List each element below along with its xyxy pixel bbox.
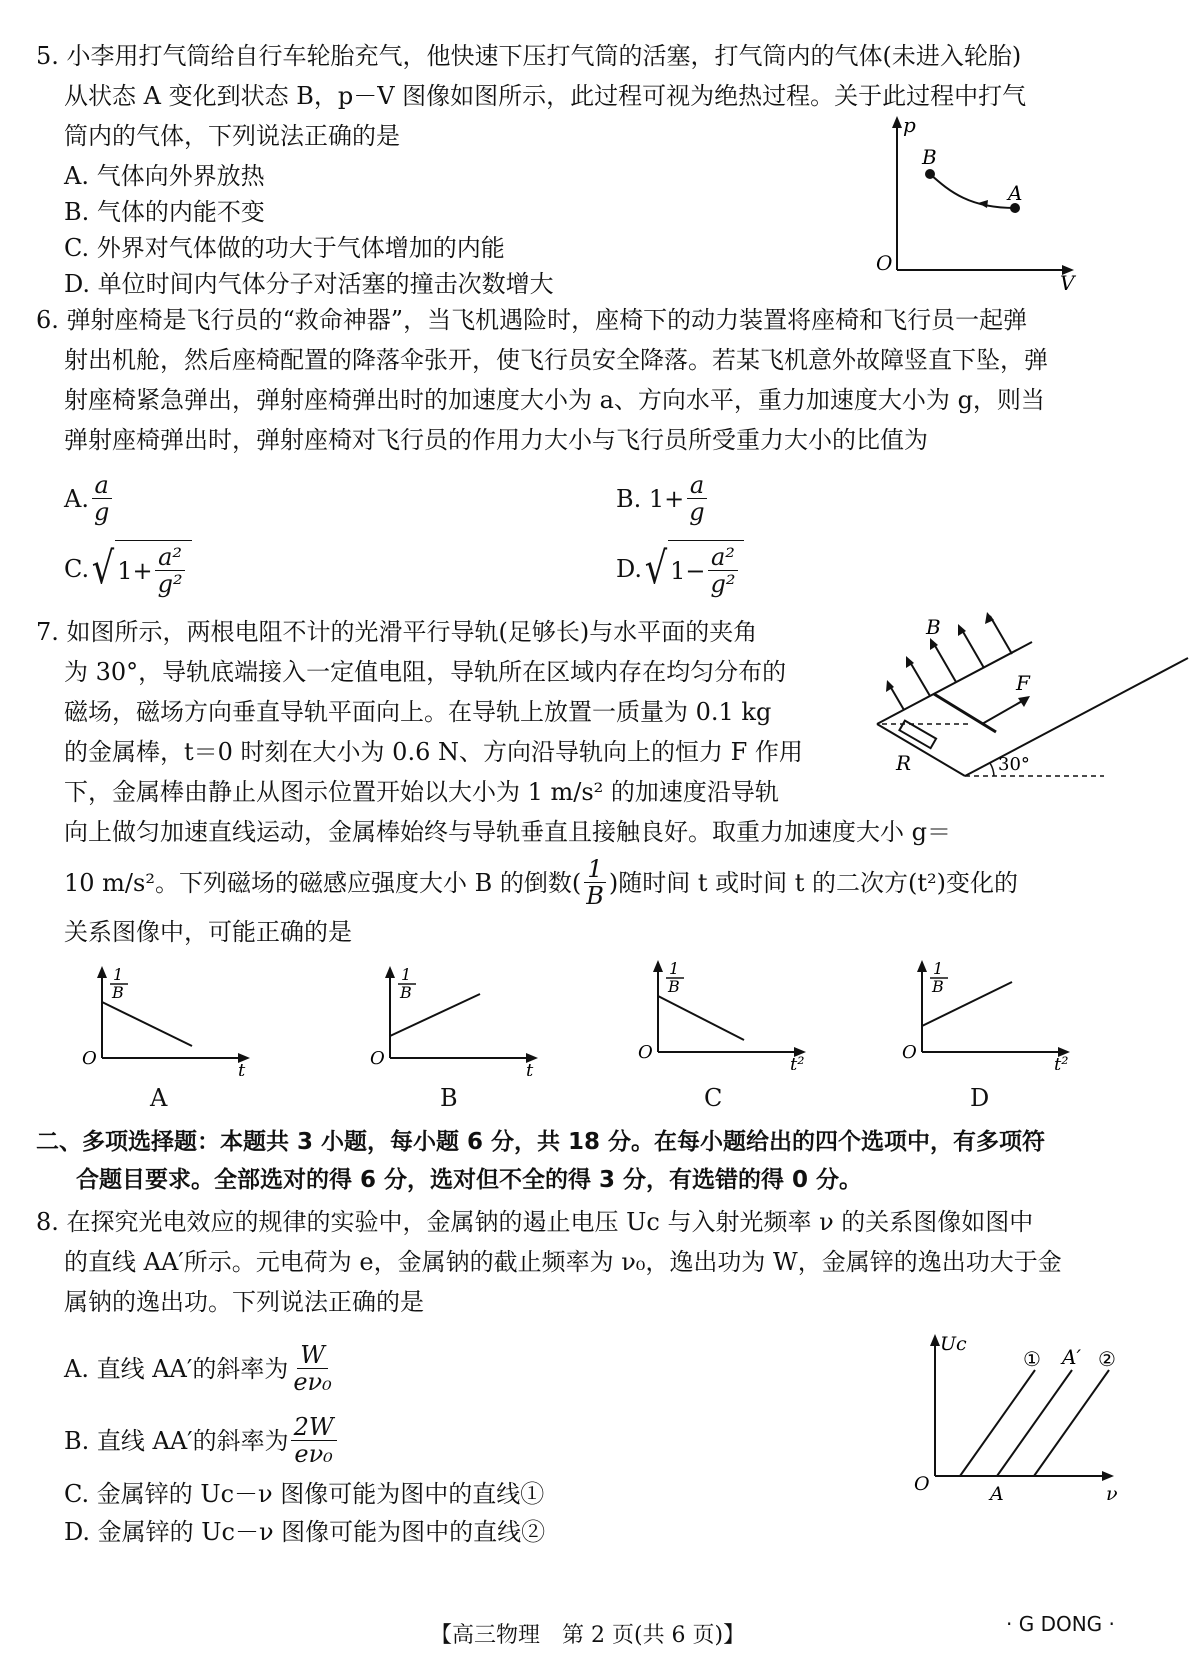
section2-heading-line-2: 合题目要求。全部选对的得 6 分，选对但不全的得 3 分，有选错的得 0 分。 (76, 1167, 863, 1193)
svg-text:O: O (82, 1048, 97, 1069)
svg-text:1: 1 (669, 960, 680, 978)
svg-text:t²: t² (1054, 1054, 1069, 1070)
q5-line-1: 5. 小李用打气筒给自行车轮胎充气，他快速下压打气筒的活塞，打气筒内的气体(未进入轮胎) (36, 42, 1022, 70)
q8-line-aprime-label: A′ (1062, 1345, 1081, 1369)
q7-line-8: 关系图像中，可能正确的是 (64, 918, 352, 946)
q7-line-7: 10 m/s²。下列磁场的磁感应强度大小 B 的倒数( $\frac{1}{B}$ )随时间 t 或时间 t 的二次方(t²)变化的 (64, 855, 1019, 910)
q6-option-b: B. 1+ $\frac{a}{g}$ (616, 472, 710, 525)
q5-pv-graph (870, 112, 1090, 292)
svg-text:O: O (370, 1048, 385, 1069)
q7-graph-d (900, 960, 1080, 1070)
svg-text:t: t (526, 1060, 534, 1076)
svg-text:B: B (400, 983, 412, 1002)
svg-text:O: O (638, 1042, 653, 1063)
q8-option-a: A. 直线 AA′的斜率为 $\frac{W}{\text{eν₀}}$ (64, 1341, 332, 1396)
svg-text:1: 1 (113, 966, 124, 984)
q7-caption-c: C (704, 1084, 723, 1112)
q7-caption-d: D (970, 1084, 990, 1112)
svg-text:1: 1 (401, 966, 412, 984)
q6-option-d: D. √ 1− $\frac{\text{a²}}{\text{g²}}$ (616, 540, 744, 598)
q7-line-2: 为 30°，导轨底端接入一定值电阻，导轨所在区域内存在均匀分布的 (64, 658, 787, 686)
q7-graph-b (368, 966, 548, 1076)
q8-option-d: D. 金属锌的 Uc－ν 图像可能为图中的直线② (64, 1518, 546, 1546)
q7-graph-a (80, 966, 260, 1076)
svg-text:B: B (668, 977, 680, 996)
q8-axis-nu: ν (1106, 1483, 1118, 1505)
q5-line-3: 筒内的气体，下列说法正确的是 (64, 122, 400, 150)
q7-line-6: 向上做匀加速直线运动，金属棒始终与导轨垂直且接触良好。取重力加速度大小 g＝ (64, 818, 951, 846)
q7-rail-diagram (872, 612, 1194, 802)
section2-heading-line-1: 二、多项选择题：本题共 3 小题，每小题 6 分，共 18 分。在每小题给出的四个选项中，有多项符 (36, 1129, 1046, 1155)
footer-brand: · G DONG · (1006, 1612, 1115, 1636)
q5-axis-v: V (1060, 271, 1075, 292)
q6-line-2: 射出机舱，然后座椅配置的降落伞张开，使飞行员安全降落。若某飞机意外故障竖直下坠，弹 (64, 346, 1048, 374)
q5-option-d: D. 单位时间内气体分子对活塞的撞击次数增大 (64, 270, 554, 298)
svg-text:t: t (238, 1060, 246, 1076)
q5-axis-p: p (903, 113, 916, 137)
q5-point-b: B (922, 145, 937, 169)
q6-option-c: C. √ 1+ $\frac{\text{a²}}{\text{g²}}$ (64, 540, 192, 598)
q8-origin: O (914, 1473, 930, 1495)
svg-text:t²: t² (790, 1054, 805, 1070)
q8-line-2-label: ② (1098, 1347, 1116, 1371)
page-footer: 【高三物理 第 2 页(共 6 页)】 (430, 1623, 746, 1648)
q8-option-c: C. 金属锌的 Uc－ν 图像可能为图中的直线① (64, 1480, 545, 1508)
q8-line-1-label: ① (1023, 1347, 1041, 1371)
q5-line-2: 从状态 A 变化到状态 B，p－V 图像如图所示，此过程可视为绝热过程。关于此过程中打气 (64, 82, 1027, 110)
svg-text:B: B (932, 977, 944, 996)
q7-line-3: 磁场，磁场方向垂直导轨平面向上。在导轨上放置一质量为 0.1 kg (64, 698, 772, 726)
q7-label-angle: 30° (998, 754, 1030, 775)
q7-caption-a: A (150, 1084, 168, 1112)
q7-label-f: F (1016, 671, 1030, 695)
q5-option-c: C. 外界对气体做的功大于气体增加的内能 (64, 234, 505, 262)
q8-line-3: 属钠的逸出功。下列说法正确的是 (64, 1288, 424, 1316)
q7-line-5: 下，金属棒由静止从图示位置开始以大小为 1 m/s² 的加速度沿导轨 (64, 778, 779, 806)
q5-option-a: A. 气体向外界放热 (64, 162, 265, 190)
q7-caption-b: B (440, 1084, 458, 1112)
q8-line-2: 的直线 AA′所示。元电荷为 e，金属钠的截止频率为 ν₀，逸出功为 W，金属锌的逸出功大于金 (64, 1248, 1062, 1276)
q7-label-b: B (926, 615, 941, 639)
q7-line-4: 的金属棒，t＝0 时刻在大小为 0.6 N、方向沿导轨向上的恒力 F 作用 (64, 738, 803, 766)
q8-line-1: 8. 在探究光电效应的规律的实验中，金属钠的遏止电压 Uc 与入射光频率 ν 的关系图像如图中 (36, 1208, 1034, 1236)
svg-text:1: 1 (933, 960, 944, 978)
q5-origin: O (876, 251, 893, 275)
q7-label-r: R (896, 751, 912, 775)
q7-graph-c (636, 960, 816, 1070)
q8-point-a: A (990, 1483, 1004, 1505)
q8-option-b: B. 直线 AA′的斜率为 $\frac{2W}{\text{eν₀}}$ (64, 1414, 339, 1467)
q6-line-3: 射座椅紧急弹出，弹射座椅弹出时的加速度大小为 a、方向水平，重力加速度大小为 g，则当 (64, 386, 1045, 414)
svg-text:O: O (902, 1042, 917, 1063)
svg-text:B: B (112, 983, 124, 1002)
q8-uc-nu-graph (910, 1328, 1130, 1508)
q6-option-a: A. $\frac{a}{g}$ (64, 472, 114, 525)
q6-line-4: 弹射座椅弹出时，弹射座椅对飞行员的作用力大小与飞行员所受重力大小的比值为 (64, 426, 928, 454)
q7-line-1: 7. 如图所示，两根电阻不计的光滑平行导轨(足够长)与水平面的夹角 (36, 618, 758, 646)
q5-point-a: A (1008, 181, 1023, 205)
q5-option-b: B. 气体的内能不变 (64, 198, 265, 226)
q6-line-1: 6. 弹射座椅是飞行员的“救命神器”，当飞机遇险时，座椅下的动力装置将座椅和飞行员一起弹 (36, 306, 1028, 334)
q8-axis-uc: Uc (940, 1333, 967, 1355)
